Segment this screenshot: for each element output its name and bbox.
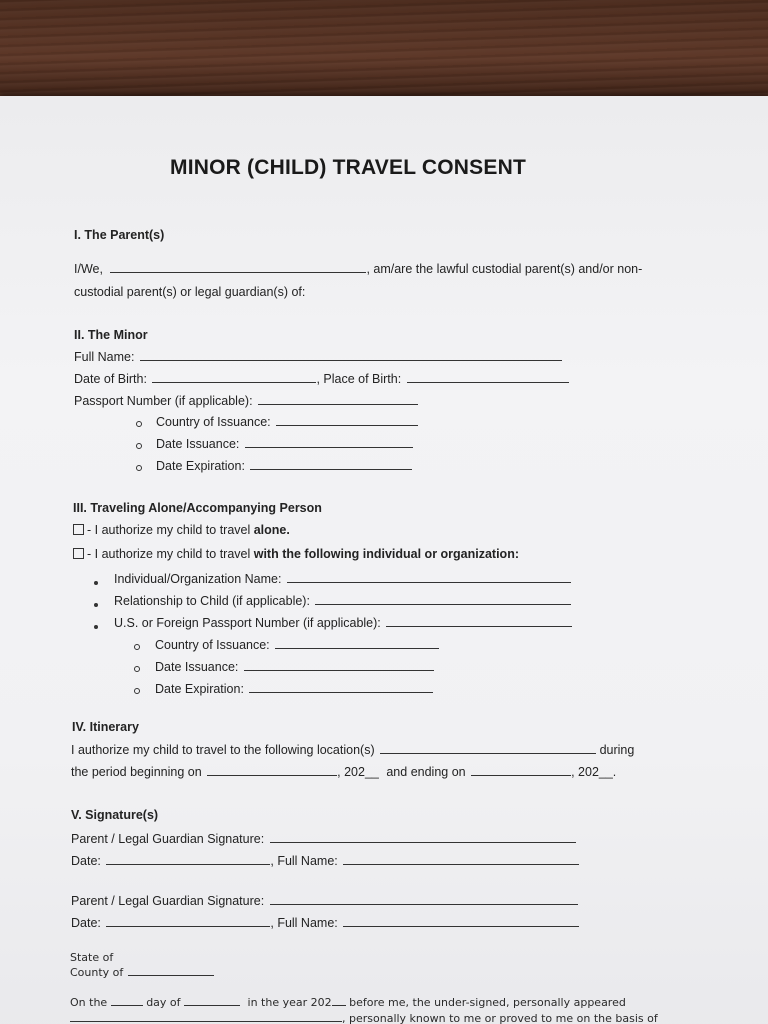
notary-before-me-label: before me, the under-signed, personally appeared xyxy=(349,996,626,1009)
dot-bullet-icon xyxy=(94,620,98,632)
period-beginning-label: the period beginning on xyxy=(71,765,202,779)
minor-passport-row xyxy=(74,393,418,409)
relationship-row xyxy=(114,593,571,609)
fullname-2-blank[interactable] xyxy=(343,915,579,927)
fullname-1-blank[interactable] xyxy=(343,853,579,865)
begin-year-label: , 202__ xyxy=(337,765,379,779)
date-2-blank[interactable] xyxy=(106,915,270,927)
paper-sheet xyxy=(0,96,768,1024)
companion-country-row xyxy=(155,637,439,653)
signature-1-row xyxy=(71,831,576,847)
companion-date-issuance-row xyxy=(155,659,434,675)
itinerary-location-label: I authorize my child to travel to the following location(s) xyxy=(71,743,375,757)
companion-country-label: Country of Issuance: xyxy=(155,638,270,652)
hollow-bullet-icon xyxy=(134,641,140,653)
companion-date-expiration-row xyxy=(155,681,433,697)
dob-blank[interactable] xyxy=(152,371,316,383)
foreign-passport-label: U.S. or Foreign Passport Number (if applicable): xyxy=(114,616,381,630)
consent-document xyxy=(0,96,768,1024)
foreign-passport-blank[interactable] xyxy=(386,615,572,627)
iwe-label: I/We, xyxy=(74,262,103,276)
signature-1-label: Parent / Legal Guardian Signature: xyxy=(71,832,265,846)
signature-2-date-row xyxy=(71,915,579,931)
minor-birth-row xyxy=(74,371,569,387)
date-issuance-label: Date Issuance: xyxy=(156,437,240,451)
notary-known-row xyxy=(70,1012,658,1024)
end-year-label: , 202__. xyxy=(571,765,617,779)
org-name-blank[interactable] xyxy=(287,571,571,583)
notary-year-blank[interactable] xyxy=(332,996,346,1006)
notary-personally-known-label: , personally known to me or proved to me on the basis of xyxy=(342,1012,658,1024)
date-1-blank[interactable] xyxy=(106,853,270,865)
dot-bullet-icon xyxy=(94,576,98,588)
parents-statement-line xyxy=(74,261,642,277)
end-date-blank[interactable] xyxy=(471,764,571,776)
fullname-1-label: , Full Name: xyxy=(270,854,338,868)
signature-1-blank[interactable] xyxy=(270,831,576,843)
org-name-label: Individual/Organization Name: xyxy=(114,572,282,586)
notary-county-label: County of xyxy=(70,966,124,979)
notary-day-blank[interactable] xyxy=(111,996,143,1006)
option-alone-bold: alone. xyxy=(253,523,290,537)
itinerary-period-row xyxy=(71,764,616,780)
dob-label: Date of Birth: xyxy=(74,372,147,386)
hollow-bullet-icon xyxy=(134,685,140,697)
option-accompanied-row xyxy=(73,547,519,562)
wooden-table-background xyxy=(0,0,768,105)
section-signatures-heading: V. Signature(s) xyxy=(71,808,159,822)
date-2-label: Date: xyxy=(71,916,101,930)
option-accompanied-text: - I authorize my child to travel xyxy=(87,547,254,561)
pob-label: , Place of Birth: xyxy=(316,372,402,386)
minor-date-expiration-row xyxy=(156,458,412,474)
date-1-label: Date: xyxy=(71,854,101,868)
country-label: Country of Issuance: xyxy=(156,415,271,429)
itinerary-location-blank[interactable] xyxy=(380,742,596,754)
section-minor-heading: II. The Minor xyxy=(74,328,148,342)
companion-date-issuance-label: Date Issuance: xyxy=(155,660,239,674)
itinerary-location-row xyxy=(71,742,634,758)
notary-on-the-label: On the xyxy=(70,996,108,1009)
notary-month-blank[interactable] xyxy=(184,996,240,1006)
minor-passport-blank[interactable] xyxy=(258,393,418,405)
minor-full-name-row xyxy=(74,349,562,365)
foreign-passport-row xyxy=(114,615,572,631)
relationship-blank[interactable] xyxy=(315,593,571,605)
notary-county-blank[interactable] xyxy=(128,966,214,976)
pob-blank[interactable] xyxy=(407,371,569,383)
minor-date-issuance-row xyxy=(156,436,413,452)
hollow-bullet-icon xyxy=(136,462,142,474)
signature-1-date-row xyxy=(71,853,579,869)
notary-state-label: State of xyxy=(70,951,114,964)
minor-date-issuance-blank[interactable] xyxy=(245,436,413,448)
full-name-label: Full Name: xyxy=(74,350,135,364)
minor-full-name-blank[interactable] xyxy=(140,349,562,361)
signature-2-blank[interactable] xyxy=(270,893,578,905)
hollow-bullet-icon xyxy=(134,663,140,675)
notary-in-year-label: in the year 202 xyxy=(247,996,332,1009)
itinerary-during-label: during xyxy=(599,743,635,757)
notary-person-blank[interactable] xyxy=(70,1012,342,1022)
minor-country-row xyxy=(156,414,418,430)
checkbox-travel-alone[interactable] xyxy=(73,524,84,535)
minor-date-expiration-blank[interactable] xyxy=(250,458,412,470)
and-ending-label: and ending on xyxy=(386,765,466,779)
notary-county-row xyxy=(70,966,214,979)
option-accompanied-bold: with the following individual or organization: xyxy=(253,547,519,561)
passport-label: Passport Number (if applicable): xyxy=(74,394,253,408)
begin-date-blank[interactable] xyxy=(207,764,337,776)
parents-statement-continued: custodial parent(s) or legal guardian(s) of: xyxy=(74,285,306,299)
section-itinerary-heading: IV. Itinerary xyxy=(72,720,139,734)
companion-date-issuance-blank[interactable] xyxy=(244,659,434,671)
signature-2-label: Parent / Legal Guardian Signature: xyxy=(71,894,265,908)
checkbox-travel-accompanied[interactable] xyxy=(73,548,84,559)
page-title: MINOR (CHILD) TRAVEL CONSENT xyxy=(170,156,526,179)
dot-bullet-icon xyxy=(94,598,98,610)
section-travel-heading: III. Traveling Alone/Accompanying Person xyxy=(73,501,322,515)
parent-names-blank[interactable] xyxy=(110,261,366,273)
fullname-2-label: , Full Name: xyxy=(270,916,338,930)
org-name-row xyxy=(114,571,571,587)
hollow-bullet-icon xyxy=(136,418,142,430)
companion-date-expiration-label: Date Expiration: xyxy=(155,682,244,696)
notary-day-of-label: day of xyxy=(146,996,181,1009)
section-parents-heading: I. The Parent(s) xyxy=(74,228,165,242)
minor-country-blank[interactable] xyxy=(276,414,418,426)
option-alone-row xyxy=(73,523,290,538)
relationship-label: Relationship to Child (if applicable): xyxy=(114,594,310,608)
notary-appearance-row xyxy=(70,996,626,1009)
signature-2-row xyxy=(71,893,578,909)
companion-country-blank[interactable] xyxy=(275,637,439,649)
companion-date-expiration-blank[interactable] xyxy=(249,681,433,693)
date-expiration-label: Date Expiration: xyxy=(156,459,245,473)
hollow-bullet-icon xyxy=(136,440,142,452)
parents-statement-end: , am/are the lawful custodial parent(s) and/or non- xyxy=(366,262,643,276)
option-alone-text: - I authorize my child to travel xyxy=(87,523,254,537)
